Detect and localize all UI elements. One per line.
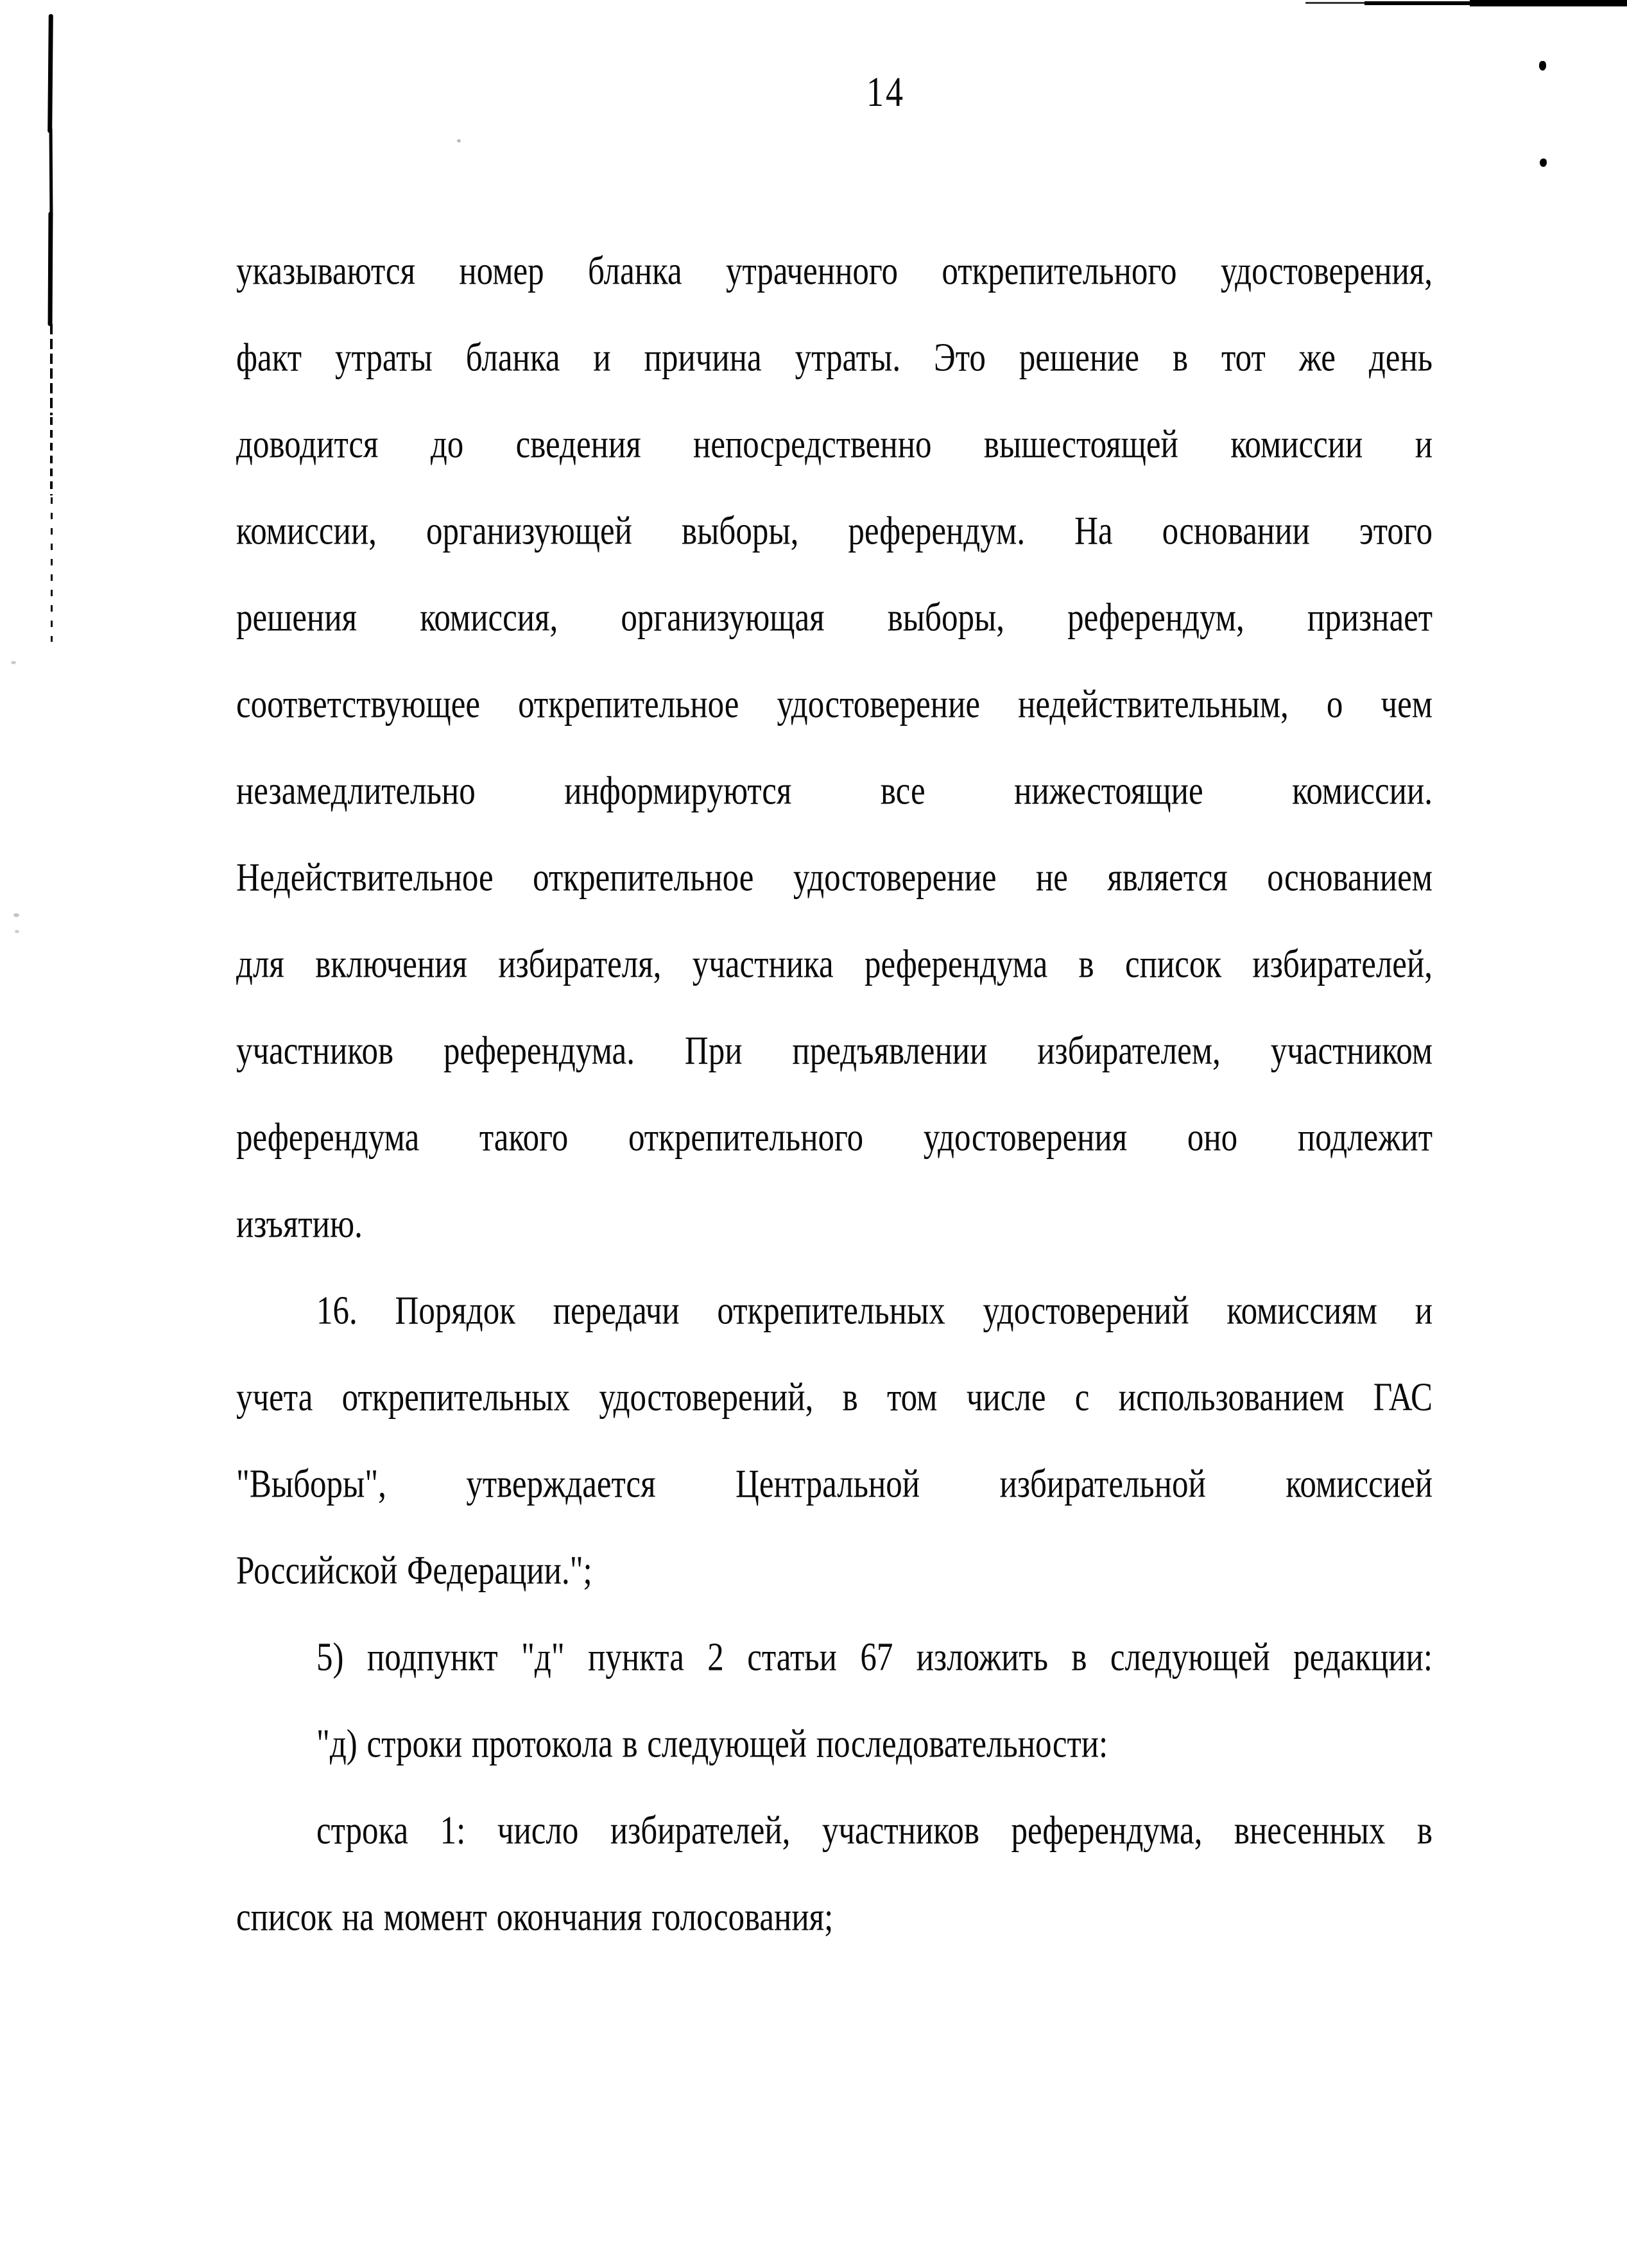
scan-artifact-speck (15, 930, 19, 933)
scan-artifact-left-streak (50, 324, 53, 415)
text-line: соответствующее открепительное удостоверение недействительным, о чем (236, 682, 1433, 727)
text-line: для включения избирателя, участника референдума в список избирателей, (236, 942, 1433, 987)
text-line: строка 1: число избирателей, участников референдума, внесенных в (316, 1808, 1433, 1853)
scan-artifact-top-edge-line (1470, 0, 1627, 6)
scan-artifact-left-streak (48, 212, 53, 326)
text-line: доводится до сведения непосредственно вышестоящей комиссии и (236, 422, 1433, 467)
text-line: Российской Федерации."; (236, 1549, 592, 1594)
text-line: указываются номер бланка утраченного открепительного удостоверения, (236, 249, 1433, 294)
text-line: факт утраты бланка и причина утраты. Это решение в тот же день (236, 336, 1433, 381)
text-line: Недействительное открепительное удостоверение не является основанием (236, 855, 1433, 900)
text-line: участников референдума. При предъявлении избирателем, участником (236, 1029, 1433, 1074)
scan-artifact-ink-dot (1540, 159, 1547, 167)
text-line: решения комиссия, организующая выборы, референдум, признает (236, 596, 1433, 640)
page-number: 14 (866, 68, 905, 116)
document-text (236, 228, 1433, 1961)
scan-artifact-speck (457, 139, 461, 142)
text-line: комиссии, организующей выборы, референдум. На основании этого (236, 509, 1433, 554)
scan-artifact-speck (13, 913, 19, 917)
text-line: учета открепительных удостоверений, в том числе с использованием ГАС (236, 1375, 1433, 1420)
scan-artifact-left-streak (51, 497, 53, 642)
text-line: изъятию. (236, 1202, 363, 1247)
scan-artifact-left-streak (49, 128, 53, 217)
scan-artifact-top-edge-line (1364, 1, 1475, 5)
scan-artifact-top-edge-line (1305, 2, 1370, 4)
scan-artifact-ink-dot (1539, 61, 1546, 71)
text-line: 16. Порядок передачи открепительных удостоверений комиссиям и (316, 1289, 1433, 1334)
text-line: незамедлительно информируются все нижестоящие комиссии. (236, 769, 1433, 814)
text-line: "д) строки протокола в следующей последовательности: (316, 1722, 1108, 1767)
scan-artifact-speck (11, 661, 16, 664)
scan-artifact-left-streak (50, 417, 53, 495)
scan-artifact-left-streak (47, 14, 53, 133)
text-line: "Выборы", утверждается Центральной избирательной комиссией (236, 1462, 1433, 1507)
text-line: референдума такого открепительного удостоверения оно подлежит (236, 1115, 1433, 1160)
text-line: список на момент окончания голосования; (236, 1895, 834, 1940)
text-line: 5) подпункт "д" пункта 2 статьи 67 изложить в следующей редакции: (316, 1635, 1433, 1680)
